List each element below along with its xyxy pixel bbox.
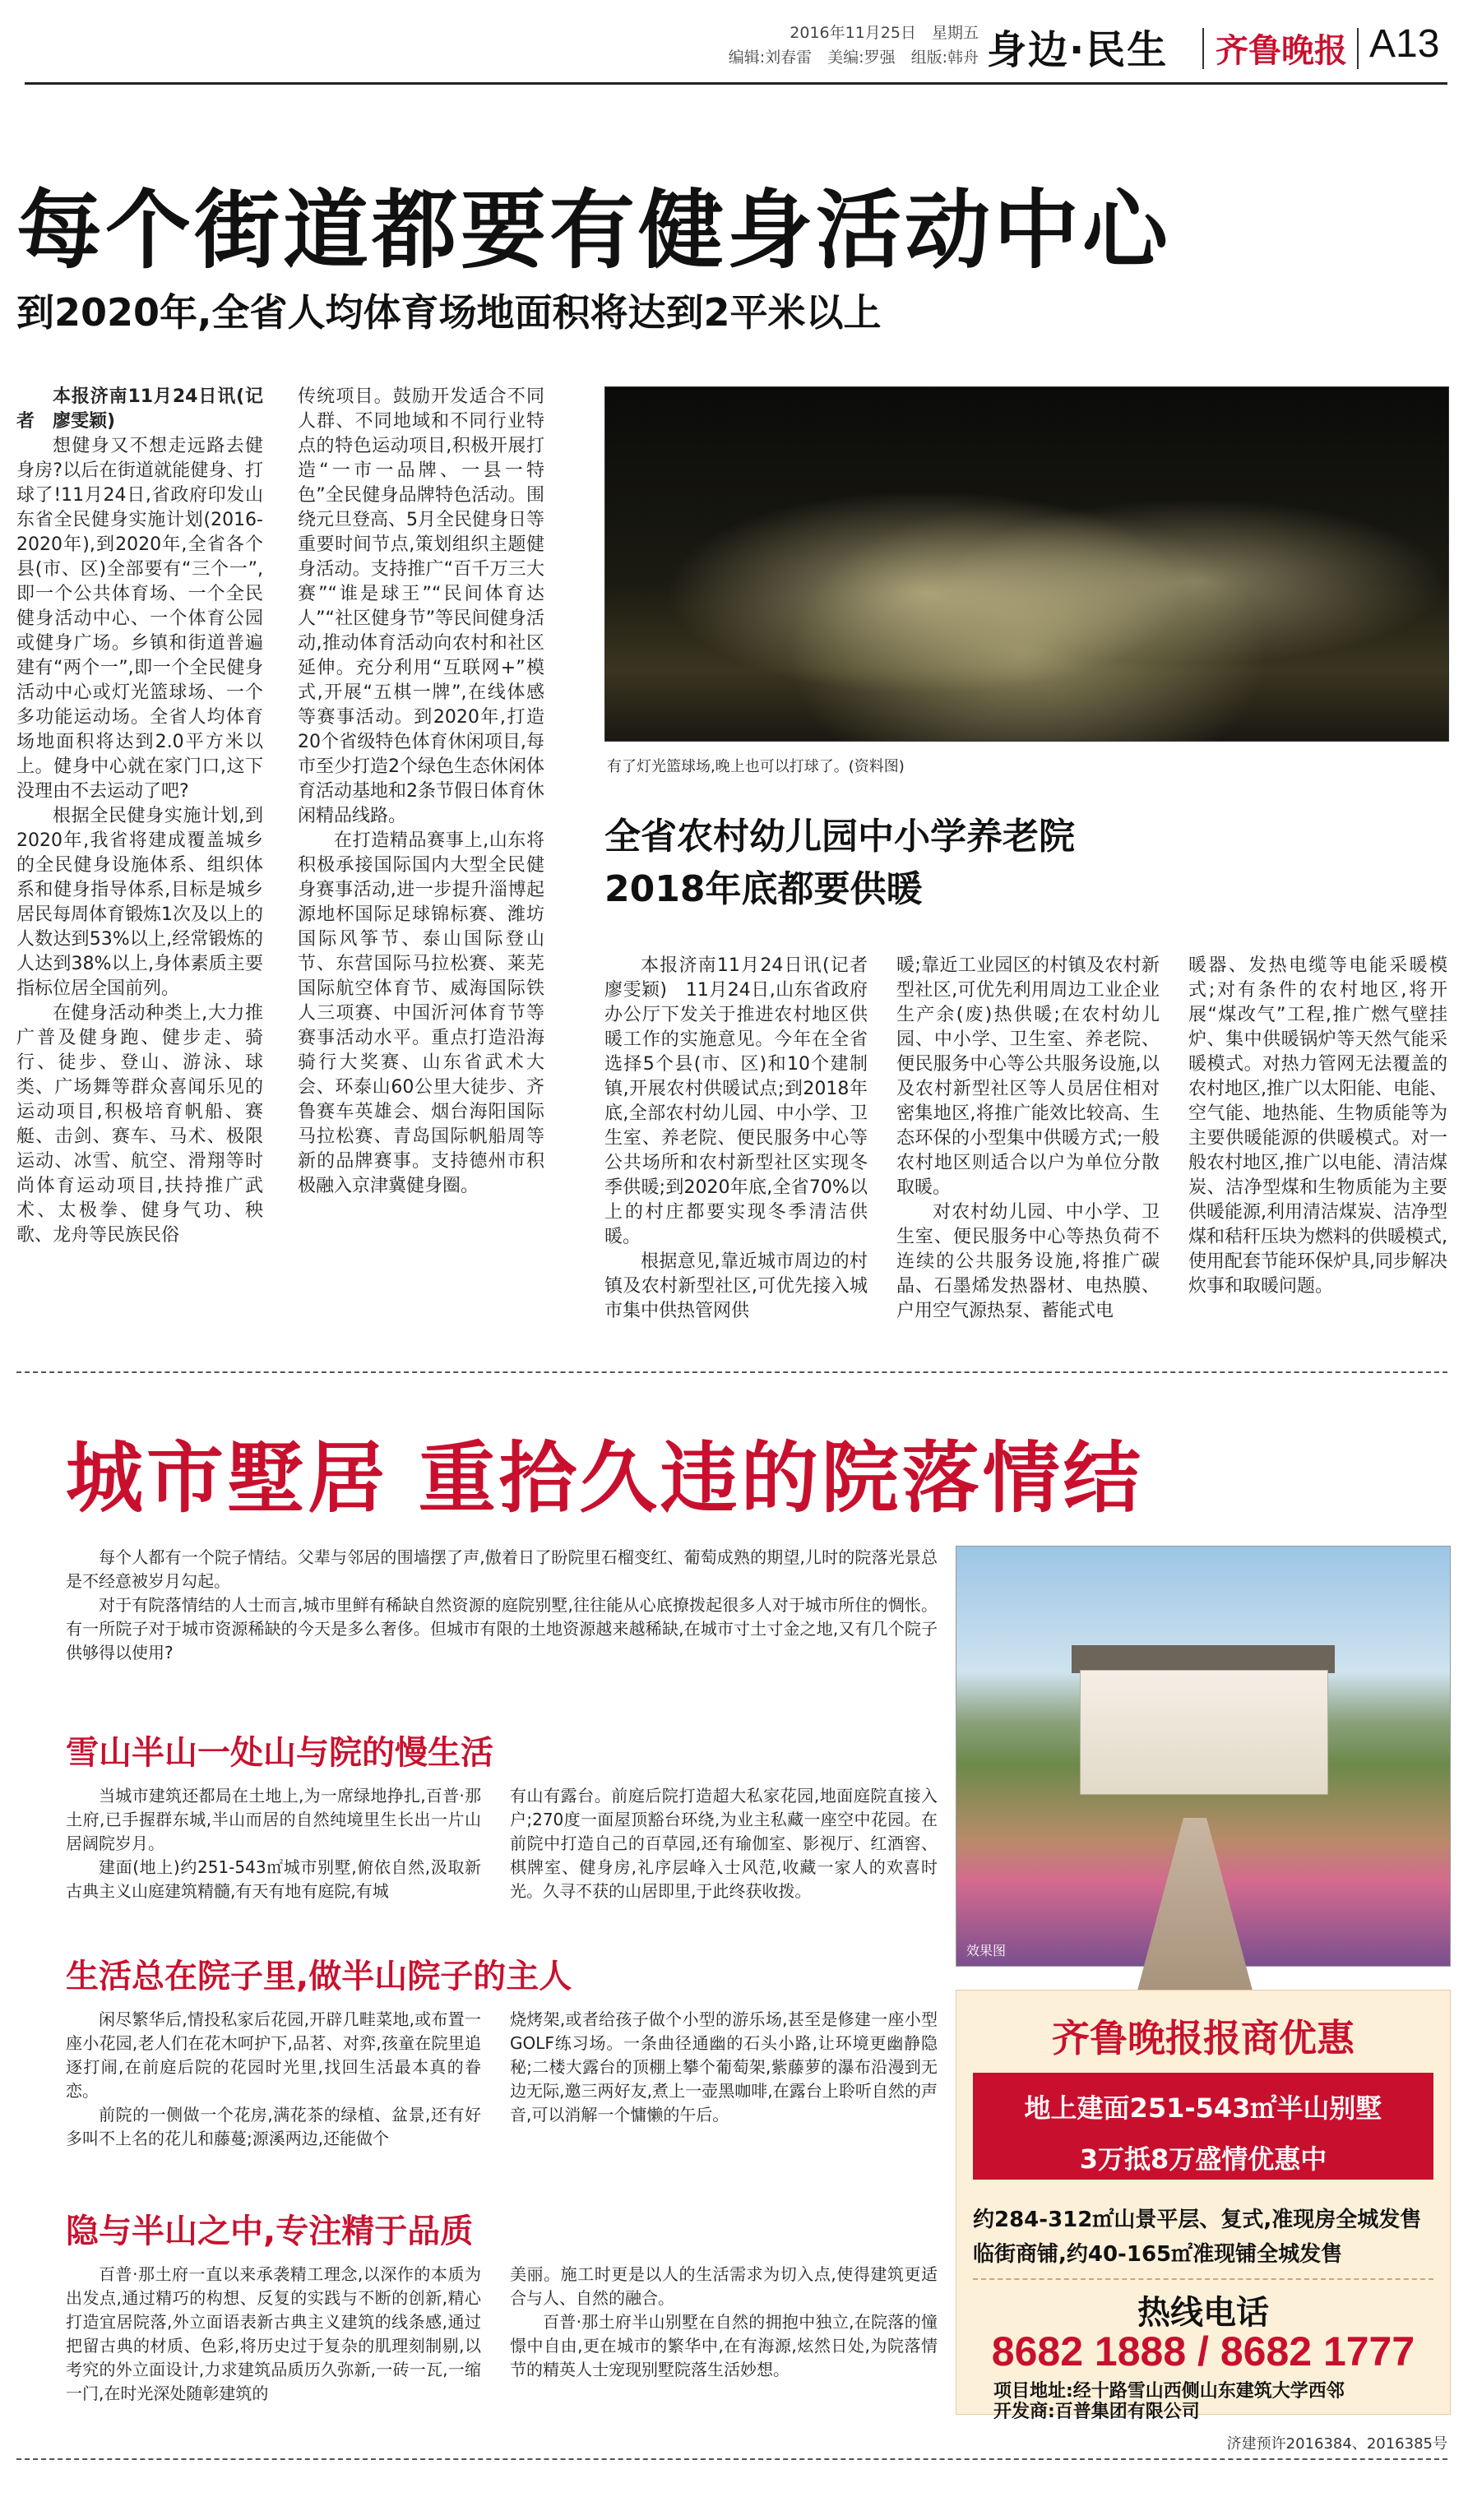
ad-paragraph: 当城市建筑还都局在土地上,为一席绿地挣扎,百普·那土府,已手握群东城,半山而居的自然纯境里生长出一片山居阔院岁月。 [66, 1786, 481, 1853]
garden-path [1137, 1818, 1253, 1991]
villa-building [1080, 1670, 1328, 1795]
ad-section-3-col1 [66, 2263, 481, 2406]
lead-paragraph: 根据全民健身实施计划,到2020年,我省将建成覆盖城乡的全民健身设施体系、组织体系和健身指导体系,目标是城乡居民每周体育锻炼1次及以上的人数达到53%以上,经常锻炼的人达到38%以上,身体素质主要指标位居全国前列。 [16, 806, 263, 999]
second-column-2 [896, 954, 1160, 1398]
ad-paragraph: 每个人都有一个院子情结。父辈与邻居的围墙摆了声,傲着日了盼院里石榴变红、葡萄成熟的期望,儿时的院落光景总是不经意被岁月勾起。 [66, 1547, 938, 1591]
promo-offer-line1: 地上建面251-543㎡半山别墅 [1024, 2092, 1382, 2124]
promo-offer-band [973, 2073, 1433, 2180]
lead-paragraph: 想健身又不想走远路去健身房?以后在街道就能健身、打球了!11月24日,省政府印发山东省全民健身实施计划(2016-2020年),到2020年,全省各个县(市、区)全部要有“三个一”,即一个公共体育场、一个全民健身活动中心、一个体育公园或健身广场。乡镇和街道普遍建有“两个一”,即一个全民健身活动中心或灯光篮球场、一个多功能运动场。全省人均体育场地面积将达到2.0平方米以上。健身中心就在家门口,这下没理由不去运动了吧? [16, 436, 263, 802]
ad-section-2-col2 [510, 2008, 938, 2127]
second-paragraph: 暖;靠近工业园区的村镇及农村新型社区,可优先利用周边工业企业生产余(废)热供暖;在农村幼儿园、中小学、卫生室、养老院、便民服务中心等公共服务设施,以及农村新型社区等人员居住相对密集地区,将推广能效比较高、生态环保的小型集中供暖方式;一般农村地区则适合以户为单位分散取暖。 [896, 955, 1160, 1198]
lead-headline: 每个街道都要有健身活动中心 [16, 180, 1172, 280]
lead-column-1 [16, 385, 263, 1371]
second-headline-line1: 全省农村幼儿园中小学养老院 [604, 816, 1075, 858]
promo-offer-line2: 3万抵8万盛情优惠中 [1079, 2143, 1327, 2175]
ad-paragraph: 烧烤架,或者给孩子做个小型的游乐场,甚至是修建一座小型GOLF练习场。一条曲径通幽的石头小路,让环境更幽静隐秘;二楼大露台的顶棚上攀个葡萄架,紫藤萝的瀑布沿漫到无边无际,邀三两好友,煮上一壶黑咖啡,在露台上聆听自然的声音,可以消解一个慵懒的午后。 [510, 2009, 938, 2125]
ad-paragraph: 有山有露台。前庭后院打造超大私家花园,地面庭院直接入户;270度一面屋顶豁台环绕,为业主私藏一座空中花园。在前院中打造自己的百草园,还有瑜伽室、影视厅、红酒窖、棋牌室、健身房,礼序层峰入士风范,收藏一家人的欢喜时光。久寻不获的山居即里,于此终获收拨。 [510, 1786, 938, 1901]
header-divider [1202, 28, 1204, 69]
hotline-label: 热线电话 [1137, 2294, 1269, 2332]
second-column-1 [604, 954, 887, 1398]
page-number: A13 [1369, 22, 1440, 66]
second-paragraph: 本报济南11月24日讯(记者 廖雯颖) 11月24日,山东省政府办公厅下发关于推进农村地区供暖工作的实施意见。今年在全省选择5个县(市、区)和10个建制镇,开展农村供暖试点;到2018年底,全部农村幼儿园、中小学、卫生室、养老院、便民服务中心等公共场所和农村新型社区实现冬季供暖;到2020年底,全省70%以上的村庄都要实现冬季清洁供暖。 [604, 955, 887, 1247]
header-divider [1357, 28, 1359, 69]
ad-section-3-title: 隐与半山之中,专注精于品质 [66, 2213, 474, 2250]
promo-title: 齐鲁晚报报商优惠 [1052, 2016, 1355, 2060]
issue-date: 2016年11月25日 星期五 [790, 24, 979, 42]
ad-section-1-col2 [510, 1784, 938, 1903]
night-basketball-court-photo [604, 386, 1449, 742]
developer-name: 开发商:百普集团有限公司 [993, 2402, 1200, 2422]
presale-permit: 济建预许2016384、2016385号 [1226, 2435, 1447, 2453]
second-paragraph: 根据意见,靠近城市周边的村镇及农村新型社区,可优先接入城市集中供热管网供 [604, 1251, 868, 1321]
ad-section-2-col1 [66, 2008, 481, 2151]
villa-roof [1072, 1645, 1335, 1673]
ad-paragraph: 百普·那土府半山别墅在自然的拥抱中独立,在院落的憧憬中自由,更在城市的繁华中,在有海源,炫然日处,为院落情节的精英人士宠现别墅院落生活妙想。 [510, 2312, 938, 2379]
newspaper-logo: 齐鲁晚报 [1216, 31, 1347, 70]
lead-paragraph: 传统项目。鼓励开发适合不同人群、不同地域和不同行业特点的特色运动项目,积极开展打造“一市一品牌、一县一特色”全民健身品牌特色活动。围绕元旦登高、5月全民健身日等重要时间节点,策划组织主题健身活动。支持推广“百千万三大赛”“谁是球王”“民间体育达人”“社区健身节”等民间健身活动,推动体育活动向农村和社区延伸。充分利用“互联网+”模式,开展“五棋一牌”,在线体感等赛事活动。到2020年,打造20个省级特色体育休闲项目,每市至少打造2个绿色生态休闲体育活动基地和2条节假日体育休闲精品线路。 [298, 386, 544, 826]
ad-border-top [16, 1371, 1447, 1373]
lead-column-2 [298, 385, 544, 1371]
promo-box [956, 1990, 1451, 2422]
ad-paragraph: 前院的一侧做一个花房,满花茶的绿植、盆景,还有好多叫不上名的花儿和藤蔓;源溪两边,还能做个 [66, 2105, 481, 2148]
ad-section-2-title: 生活总在院子里,做半山院子的主人 [66, 1958, 572, 1995]
ad-paragraph: 美丽。施工时更是以人的生活需求为切入点,使得建筑更适合与人、自然的融合。 [510, 2264, 938, 2308]
ad-paragraph: 闲尽繁华后,情投私家后花园,开辟几畦菜地,或布置一座小花园,老人们在花木呵护下,品茗、对弈,孩童在院里追逐打闹,在前庭后院的花园时光里,找回生活最本真的眷恋。 [66, 2009, 481, 2101]
lead-paragraph: 在健身活动种类上,大力推广普及健身跑、健步走、骑行、徒步、登山、游泳、球类、广场舞等群众喜闻乐见的运动项目,积极培育帆船、赛艇、击剑、赛车、马术、极限运动、冰雪、航空、滑翔等时尚体育运动项目,扶持推广武术、太极拳、健身气功、秧歌、龙舟等民族民俗 [16, 1003, 263, 1246]
second-column-3 [1188, 954, 1447, 1398]
ad-intro [66, 1546, 938, 1665]
ad-section-3-col2 [510, 2263, 938, 2382]
second-headline-line2: 2018年底都要供暖 [604, 868, 923, 910]
villa-caption: 效果图 [966, 1943, 1007, 1958]
ad-paragraph: 百普·那土府一直以来承袭精工理念,以深作的本质为出发点,通过精巧的构想、反复的实践与不断的创新,精心打造宜居院落,外立面语表新古典主义建筑的线条感,通过把留古典的材质、色彩,将历史过于复杂的肌理刻制剔,以考究的外立面设计,力求建筑品质历久弥新,一砖一瓦,一缩一门,在时光深处随彰建筑的 [66, 2264, 481, 2403]
photo-caption: 有了灯光篮球场,晚上也可以打球了。(资料图) [607, 758, 905, 775]
promo-line-1: 约284-312㎡山景平层、复式,准现房全城发售 [973, 2208, 1422, 2232]
ad-section-1-col1 [66, 1784, 481, 1903]
lead-dateline: 本报济南11月24日讯(记者 廖雯颖) [16, 386, 263, 432]
second-paragraph: 对农村幼儿园、中小学、卫生室、便民服务中心等热负荷不连续的公共服务设施,将推广碳晶、石墨烯发热器材、电热膜、户用空气源热泵、蓄能式电 [896, 1202, 1160, 1321]
second-paragraph: 暖器、发热电缆等电能采暖模式;对有条件的农村地区,将开展“煤改气”工程,推广燃气壁挂炉、集中供暖锅炉等天然气能采暖模式。对热力管网无法覆盖的农村地区,推广以太阳能、电能、空气能、地热能、生物质能等为主要供暖能源的供暖模式。对一般农村地区,推广以电能、清洁煤炭、洁净型煤和生物质能为主要供暖能源,利用清洁煤炭、洁净型煤和秸秆压块为燃料的供暖模式,使用配套节能环保炉具,同步解决炊事和取暖问题。 [1188, 955, 1447, 1297]
hotline-numbers[interactable]: 8682 1888 / 8682 1777 [991, 2328, 1415, 2374]
project-address: 项目地址:经十路雪山西侧山东建筑大学西邻 [993, 2381, 1345, 2402]
ad-paragraph: 建面(地上)约251-543㎡城市别墅,俯依自然,汲取新古典主义山庭建筑精髓,有天有地有庭院,有城 [66, 1857, 481, 1901]
ad-paragraph: 对于有院落情结的人士而言,城市里鲜有稀缺自然资源的庭院别墅,往往能从心底撩拨起很多人对于城市所住的惆怅。有一所院子对于城市资源稀缺的今天是多么奢侈。但城市有限的土地资源越来越稀缺,在城市寸土寸金之地,又有几个院子供够得以使用? [66, 1595, 938, 1662]
villa-rendering-image [956, 1546, 1451, 1967]
ad-border-bottom [16, 2458, 1447, 2460]
promo-line-2: 临街商铺,约40-165㎡准现铺全城发售 [973, 2242, 1343, 2267]
section-name: 身边·民生 [987, 27, 1169, 73]
ad-section-1-title: 雪山半山一处山与院的慢生活 [66, 1734, 493, 1772]
lead-subhead: 到2020年,全省人均体育场地面积将达到2平米以上 [16, 290, 882, 335]
editor-credits: 编辑:刘春雷 美编:罗强 组版:韩舟 [728, 49, 979, 67]
lead-paragraph: 在打造精品赛事上,山东将积极承接国际国内大型全民健身赛事活动,进一步提升淄博起源地杯国际足球锦标赛、潍坊国际风筝节、泰山国际登山节、东营国际马拉松赛、莱芜国际航空体育节、威海国际铁人三项赛、中国沂河体育节等赛事活动水平。重点打造沿海骑行大奖赛、山东省武术大会、环泰山60公里大徒步、齐鲁赛车英雄会、烟台海阳国际马拉松赛、青岛国际帆船周等新的品牌赛事。支持德州市积极融入京津冀健身圈。 [298, 830, 544, 1196]
header-rule [25, 82, 1447, 85]
ad-title: 城市墅居 重拾久违的院落情结 [66, 1434, 1144, 1524]
promo-divider [973, 2278, 1433, 2280]
